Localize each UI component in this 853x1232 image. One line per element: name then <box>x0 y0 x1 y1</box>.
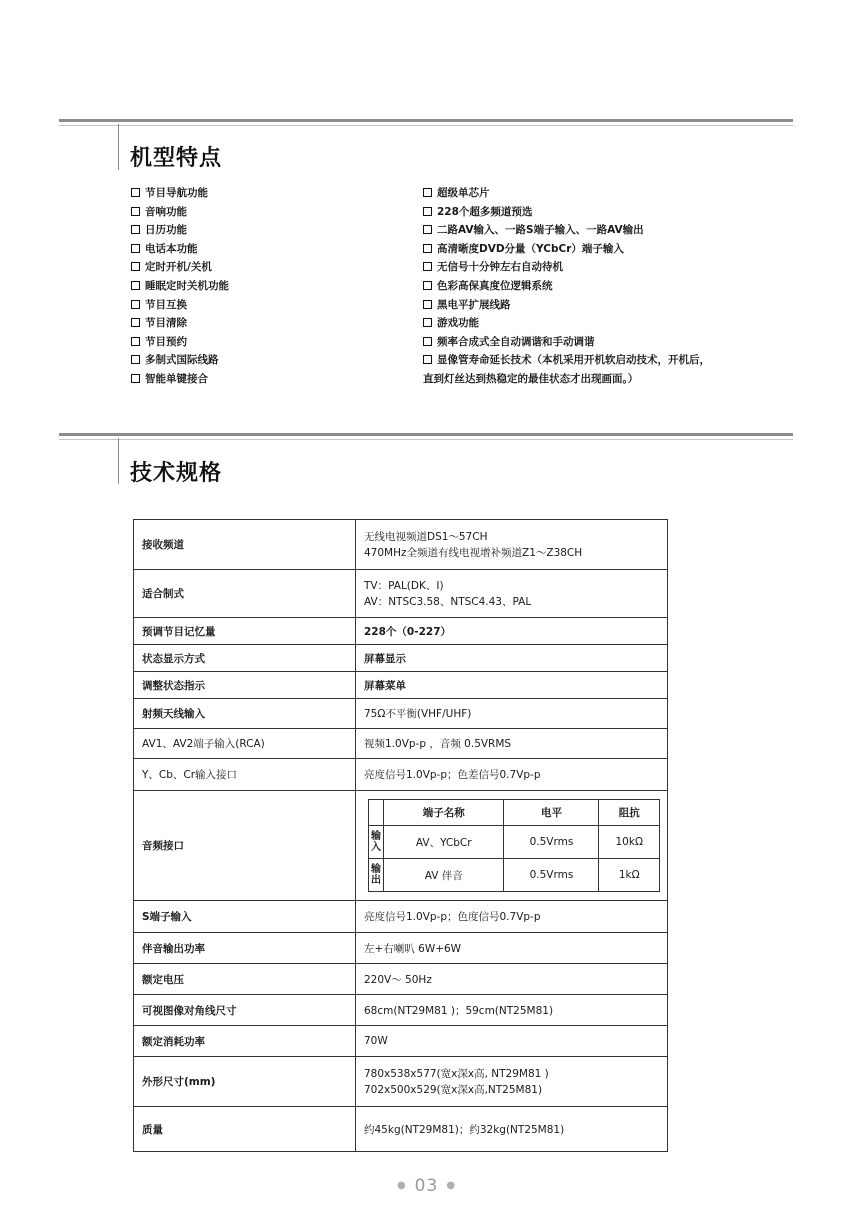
spec-key: 射频天线输入 <box>134 699 356 729</box>
table-row <box>134 645 668 672</box>
spec-key: 调整状态指示 <box>134 672 356 699</box>
spec-key: 额定消耗功率 <box>134 1026 356 1057</box>
checkbox-icon <box>131 207 140 216</box>
list-item: 节目互换 <box>131 296 229 315</box>
checkbox-icon <box>423 300 432 309</box>
dot-icon: ● <box>446 1180 457 1191</box>
spec-table <box>133 519 668 1152</box>
list-item: 多制式国际线路 <box>131 351 229 370</box>
table-row <box>369 859 660 892</box>
top-divider <box>59 119 793 122</box>
table-header: 电平 <box>504 800 599 826</box>
table-row <box>134 1057 668 1107</box>
checkbox-icon <box>131 188 140 197</box>
table-cell: AV 伴音 <box>384 859 504 892</box>
checkbox-icon <box>423 337 432 346</box>
table-header: 端子名称 <box>384 800 504 826</box>
spec-key: 质量 <box>134 1107 356 1152</box>
spec-key: 状态显示方式 <box>134 645 356 672</box>
dot-icon: ● <box>396 1180 407 1191</box>
spec-key: 可视图像对角线尺寸 <box>134 995 356 1026</box>
features-title: 机型特点 <box>130 146 223 171</box>
features-right-list <box>423 184 710 389</box>
list-item: 节目清除 <box>131 314 229 333</box>
table-row <box>134 520 668 570</box>
checkbox-icon <box>131 300 140 309</box>
list-item: 电话本功能 <box>131 240 229 259</box>
spec-value: 左+右喇叭 6W+6W <box>356 933 668 964</box>
spec-value <box>356 791 668 901</box>
checkbox-icon <box>423 262 432 271</box>
spec-value: 68cm(NT29M81 )；59cm(NT25M81) <box>356 995 668 1026</box>
table-row <box>134 1026 668 1057</box>
output-label: 输出 <box>369 859 384 892</box>
checkbox-icon <box>131 374 140 383</box>
table-row <box>369 826 660 859</box>
specs-divider <box>59 433 793 436</box>
spec-value: 亮度信号1.0Vp-p；色差信号0.7Vp-p <box>356 759 668 791</box>
spec-key: 外形尺寸(mm) <box>134 1057 356 1107</box>
list-item: 音响功能 <box>131 203 229 222</box>
list-item: 高清晰度DVD分量（YCbCr）端子输入 <box>423 240 710 259</box>
spec-value: 70W <box>356 1026 668 1057</box>
spec-key: 额定电压 <box>134 964 356 995</box>
checkbox-icon <box>131 337 140 346</box>
checkbox-icon <box>423 318 432 327</box>
table-row <box>134 791 668 901</box>
spec-value: 220V～ 50Hz <box>356 964 668 995</box>
table-cell: 1kΩ <box>599 859 660 892</box>
list-item: 节目导航功能 <box>131 184 229 203</box>
checkbox-icon <box>423 188 432 197</box>
spec-key: 适合制式 <box>134 570 356 618</box>
specs-divider-tick <box>118 438 119 484</box>
spec-key: 音频接口 <box>134 791 356 901</box>
spec-value: 75Ω不平衡(VHF/UHF) <box>356 699 668 729</box>
list-item: 超级单芯片 <box>423 184 710 203</box>
list-item: 定时开机/关机 <box>131 258 229 277</box>
input-label: 输入 <box>369 826 384 859</box>
checkbox-icon <box>423 225 432 234</box>
table-row <box>134 901 668 933</box>
list-item: 二路AV输入、一路S端子输入、一路AV输出 <box>423 221 710 240</box>
list-item: 无信号十分钟左右自动待机 <box>423 258 710 277</box>
top-divider-tick <box>118 124 119 170</box>
list-item: 睡眠定时关机功能 <box>131 277 229 296</box>
spec-value: 228个（0-227） <box>356 618 668 645</box>
spec-key: AV1、AV2端子输入(RCA) <box>134 729 356 759</box>
table-header: 阻抗 <box>599 800 660 826</box>
checkbox-icon <box>423 355 432 364</box>
table-row <box>134 995 668 1026</box>
list-item: 游戏功能 <box>423 314 710 333</box>
table-row <box>134 964 668 995</box>
checkbox-icon <box>131 318 140 327</box>
checkbox-icon <box>131 244 140 253</box>
specs-title: 技术规格 <box>130 461 223 486</box>
spec-value: 780x538x577(宽x深x高, NT29M81 ) 702x500x529(宽x深x高,NT25M81) <box>356 1057 668 1107</box>
table-row <box>134 933 668 964</box>
spec-key: S端子输入 <box>134 901 356 933</box>
table-row <box>134 570 668 618</box>
table-cell: AV、YCbCr <box>384 826 504 859</box>
spec-value: 亮度信号1.0Vp-p；色度信号0.7Vp-p <box>356 901 668 933</box>
spec-key: Y、Cb、Cr输入接口 <box>134 759 356 791</box>
features-left-list <box>131 184 229 389</box>
list-item: 色彩高保真度位逻辑系统 <box>423 277 710 296</box>
spec-value: TV：PAL(DK、I) AV：NTSC3.58、NTSC4.43、PAL <box>356 570 668 618</box>
spec-value: 无线电视频道DS1～57CH 470MHz全频道有线电视增补频道Z1～Z38CH <box>356 520 668 570</box>
table-row <box>369 800 660 826</box>
list-item: 频率合成式全自动调谐和手动调谐 <box>423 333 710 352</box>
table-row <box>134 759 668 791</box>
list-item-continuation: 直到灯丝达到热稳定的最佳状态才出现画面。） <box>423 372 639 385</box>
checkbox-icon <box>131 355 140 364</box>
checkbox-icon <box>131 225 140 234</box>
audio-interface-table <box>368 799 660 892</box>
table-cell: 0.5Vrms <box>504 859 599 892</box>
table-row <box>134 729 668 759</box>
checkbox-icon <box>423 244 432 253</box>
table-cell: 10kΩ <box>599 826 660 859</box>
table-row <box>134 672 668 699</box>
checkbox-icon <box>131 281 140 290</box>
spec-key: 接收频道 <box>134 520 356 570</box>
list-item: 显像管寿命延长技术（本机采用开机软启动技术，开机后， <box>423 351 710 370</box>
table-cell: 0.5Vrms <box>504 826 599 859</box>
list-item: 节目预约 <box>131 333 229 352</box>
checkbox-icon <box>131 262 140 271</box>
spec-key: 伴音输出功率 <box>134 933 356 964</box>
table-row <box>134 1107 668 1152</box>
list-item: 日历功能 <box>131 221 229 240</box>
checkbox-icon <box>423 281 432 290</box>
list-item: 智能单键接合 <box>131 370 229 389</box>
spec-key: 预调节目记忆量 <box>134 618 356 645</box>
spec-value: 屏幕显示 <box>356 645 668 672</box>
page-number: ● 03 ● <box>396 1176 457 1196</box>
table-row <box>134 699 668 729</box>
table-row <box>134 618 668 645</box>
list-item: 228个超多频道预选 <box>423 203 710 222</box>
checkbox-icon <box>423 207 432 216</box>
list-item: 黑电平扩展线路 <box>423 296 710 315</box>
spec-value: 屏幕菜单 <box>356 672 668 699</box>
spec-value: 约45kg(NT29M81)；约32kg(NT25M81) <box>356 1107 668 1152</box>
spec-value: 视频1.0Vp-p ，音频 0.5VRMS <box>356 729 668 759</box>
